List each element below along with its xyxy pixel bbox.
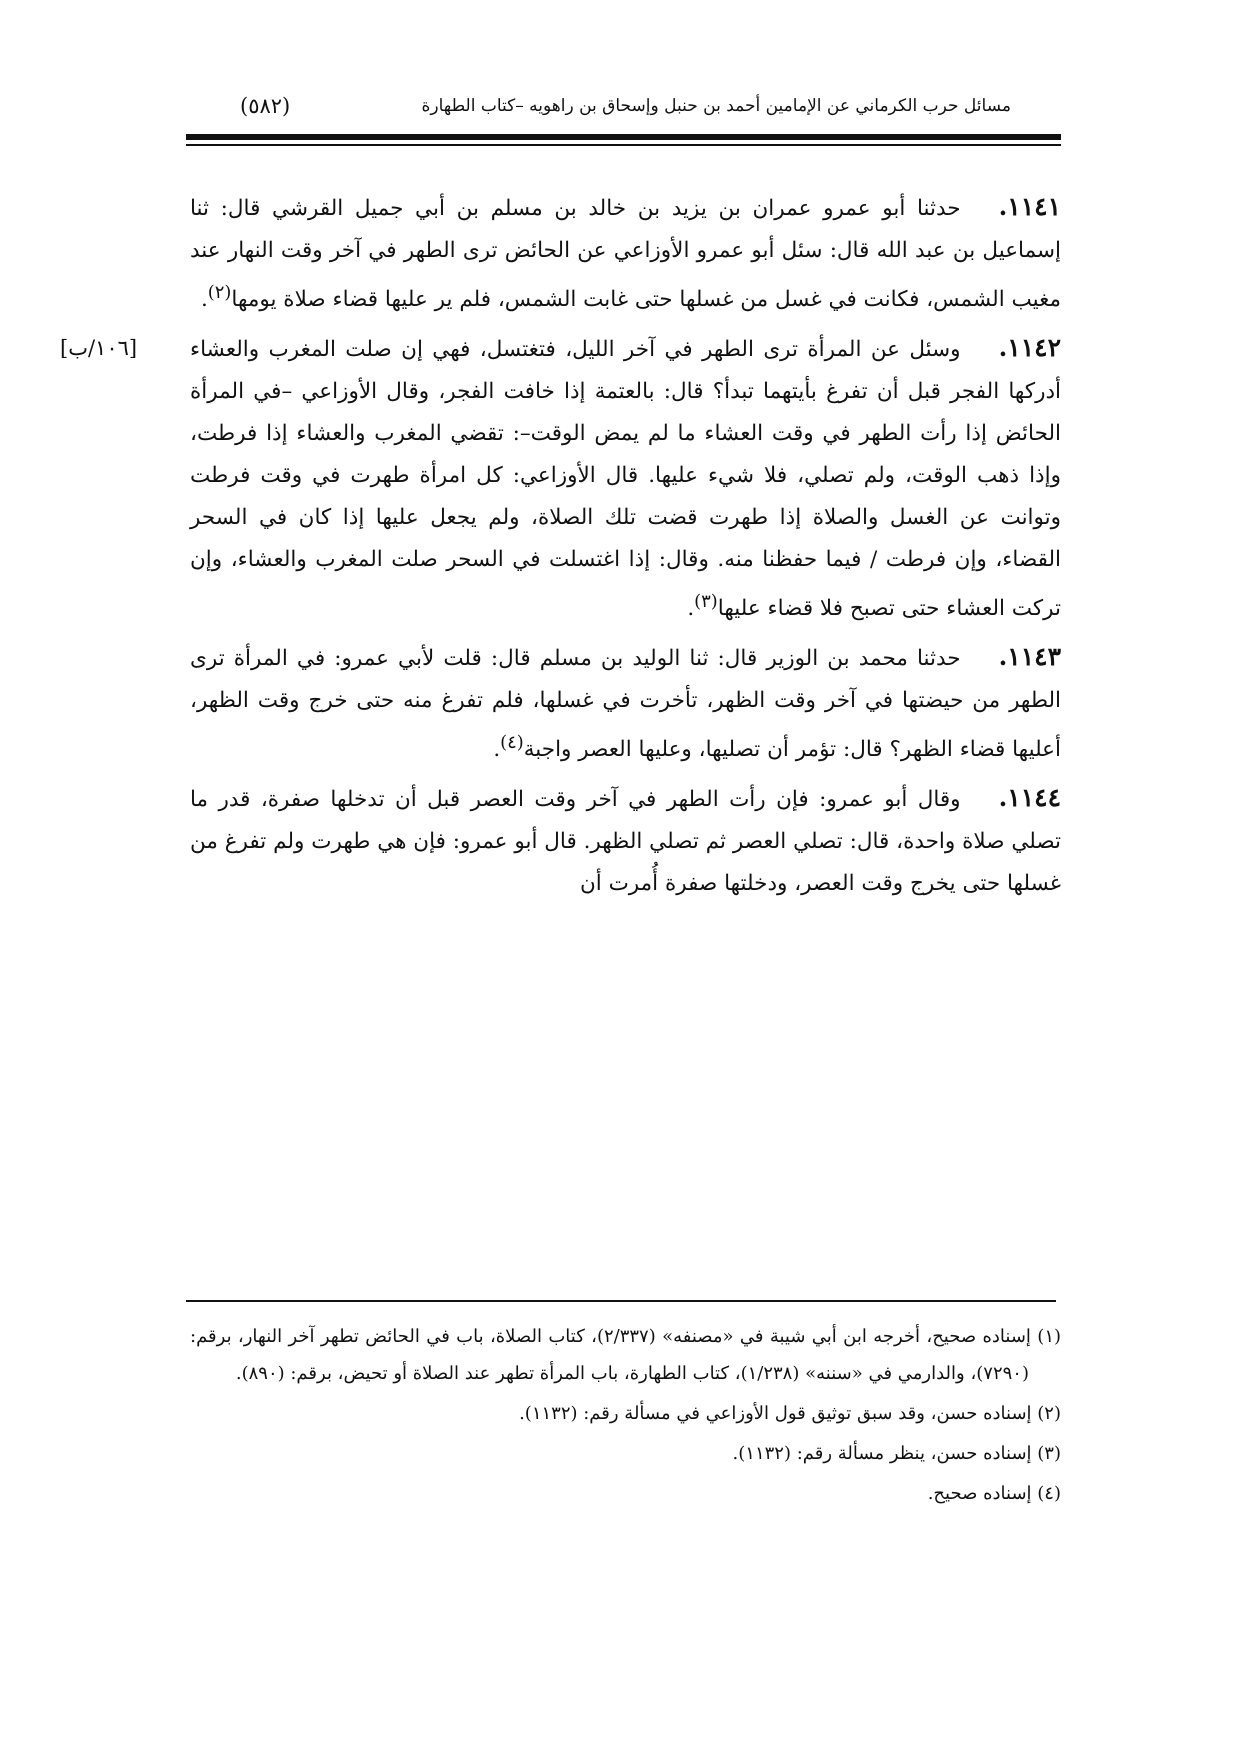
footnote-2: (٢) إسناده حسن، وقد سبق توثيق قول الأوزاعي في مسألة رقم: (١١٣٢). (519, 1403, 1061, 1424)
entry-text: حدثنا أبو عمرو عمران بن يزيد بن خالد بن مسلم بن أبي جميل القرشي قال: ثنا إسماعيل بن عبد الله قال: سئل أبو عمرو الأوزاعي عن الحائض ترى الطهر في آخر وقت النهار عند مغيب الشمس، فكانت في غسل من غسلها حتى غابت الشمس، فلم ير عليها قضاء صلاة يومها (190, 196, 1061, 313)
page-number: (٥٨٢) (240, 94, 291, 118)
running-title: مسائل حرب الكرماني عن الإمامين أحمد بن حنبل وإسحاق بن راهويه –كتاب الطهارة (421, 96, 1011, 116)
body-text (60, 186, 1061, 911)
footnote-1: (١) إسناده صحيح، أخرجه ابن أبي شيبة في «مصنفه» (٢/٣٣٧)، كتاب الصلاة، باب في الحائض تطهر آخر النهار، برقم: (٧٢٩٠)، والدارمي في «سننه» (١/٢٣٨)، كتاب الطهارة، باب المرأة تطهر عند الصلاة أو تحيض، برقم: (٨٩٠). (190, 1326, 1062, 1384)
entry-number: ١١٤٤. (998, 783, 1061, 813)
footnote-ref: (٣) (694, 591, 718, 613)
entry-text: وسئل عن المرأة ترى الطهر في آخر الليل، فتغتسل، فهي إن صلت المغرب والعشاء أدركها الفجر قبل أن تفرغ بأيتهما تبدأ؟ قال: بالعتمة إذا خافت الفجر، وقال الأوزاعي –في المرأة الحائض إذا رأت الطهر في وقت العشاء ما لم يمض الوقت–: تقضي المغرب والعشاء إذا فرطت، وإذا ذهب الوقت، ولم تصلي، فلا شيء عليها. قال الأوزاعي: كل امرأة طهرت في وقت فرطت وتوانت عن الغسل والصلاة إذا طهرت قضت تلك الصلاة، ولم يجعل عليها إذا كان في السحر القضاء، وإن فرطت / فيما حفظنا منه. وقال: إذا اغتسلت في السحر صلت المغرب والعشاء، وإن تركت العشاء حتى تصبح فلا قضاء عليها (190, 337, 1061, 622)
entry-end: . (200, 287, 208, 313)
entry-number: ١١٤٣. (998, 642, 1061, 672)
footnote-ref: (٢) (207, 282, 232, 303)
footnote-separator (186, 1300, 1056, 1302)
entry-1143 (190, 636, 1061, 771)
entry-end: . (687, 596, 695, 622)
footnotes (190, 1318, 1061, 1515)
entry-text: حدثنا محمد بن الوزير قال: ثنا الوليد بن مسلم قال: قلت لأبي عمرو: في المرأة ترى الطهر من حيضتها في آخر وقت الظهر، تأخرت في غسلها، فلم تفرغ منه حتى خرج وقت الظهر، أعليها قضاء الظهر؟ قال: تؤمر أن تصليها، وعليها العصر واجبة (190, 646, 1061, 763)
footnote-ref: (٤) (500, 732, 524, 754)
entry-number: ١١٤١. (998, 192, 1061, 221)
entry-text: وقال أبو عمرو: فإن رأت الطهر في آخر وقت العصر قبل أن تدخلها صفرة، قدر ما تصلي صلاة واحدة، قال: تصلي العصر ثم تصلي الظهر. قال أبو عمرو: فإن هي طهرت ولم تفرغ من غسلها حتى يخرج وقت العصر، ودخلتها صفرة أُمرت أن (190, 787, 1061, 897)
entry-1141 (190, 186, 1061, 321)
manuscript-folio-ref: [١٠٦/ب] (60, 336, 138, 361)
entry-1144 (190, 777, 1061, 905)
entry-number: ١١٤٢. (998, 333, 1061, 363)
header-rule-thick (186, 134, 1061, 140)
footnote-3: (٣) إسناده حسن، ينظر مسألة رقم: (١١٣٢). (732, 1443, 1061, 1464)
footnote-4: (٤) إسناده صحيح. (927, 1483, 1061, 1504)
entry-end: . (493, 737, 501, 763)
entry-1142 (60, 327, 1061, 630)
header-rule-thin (186, 144, 1061, 146)
